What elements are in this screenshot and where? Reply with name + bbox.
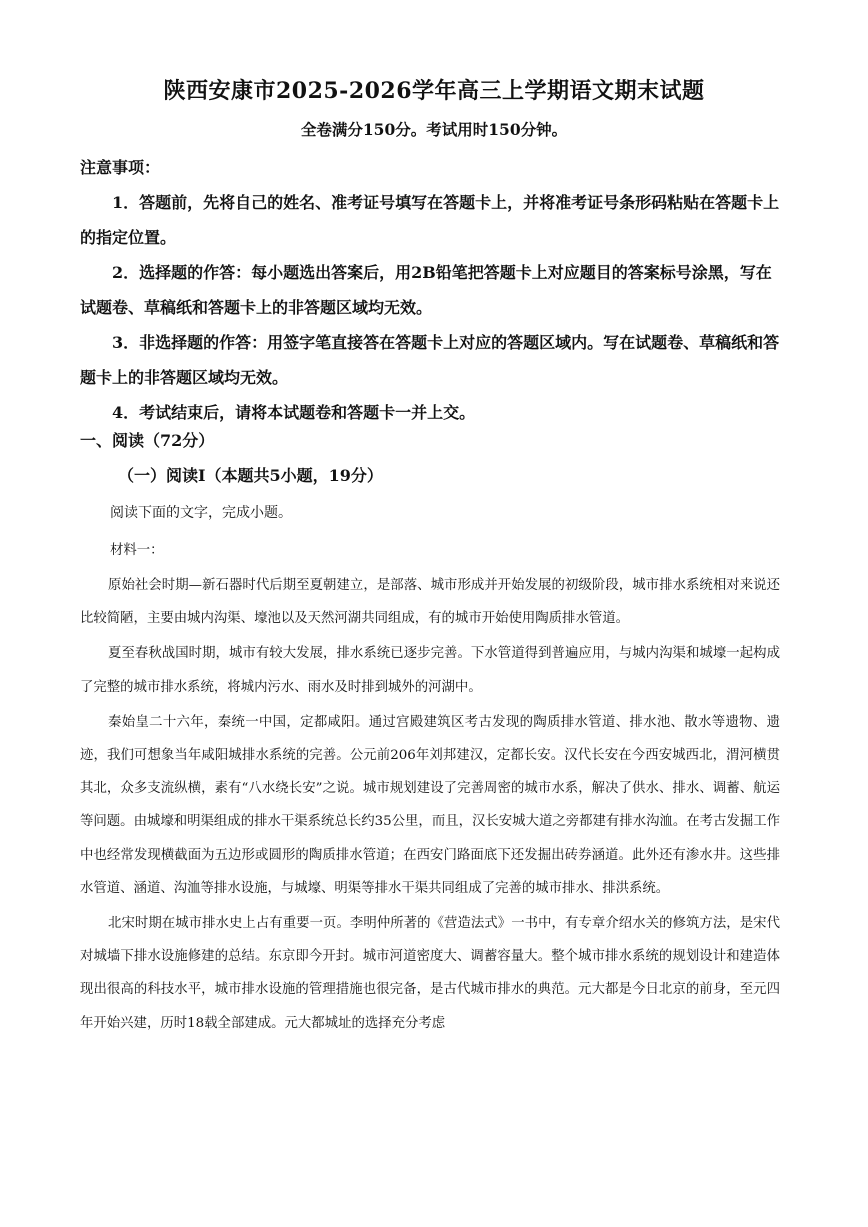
paragraph: 北宋时期在城市排水史上占有重要一页。李明仲所著的《营造法式》一书中，有专章介绍水关的修筑方法，是宋代对城墙下排水设施修建的总结。东京即今开封。城市河道密度大、调蓄容量大。整个城市排水系统的规划设计和建造体现出很高的科技水平，城市排水设施的管理措施也很完备，是古代城市排水的典范。元大都是今日北京的前身，至元四年开始兴建，历时18载全部建成。元大都城址的选择充分考虑	[80, 916, 780, 1031]
notice-item: 1．答题前，先将自己的姓名、准考证号填写在答题卡上，并将准考证号条形码粘贴在答题卡上的指定位置。	[80, 193, 780, 247]
material-text	[80, 569, 780, 1042]
section-title: 一、阅读（72分）	[80, 431, 215, 450]
exam-subtitle: 全卷满分150分。考试用时150分钟。	[300, 120, 568, 139]
notice-item: 3．非选择题的作答：用签字笔直接答在答题卡上对应的答题区域内。写在试题卷、草稿纸和答题卡上的非答题区域均无效。	[80, 333, 780, 387]
notice-item: 4．考试结束后，请将本试题卷和答题卡一并上交。	[112, 403, 476, 422]
paragraph: 夏至春秋战国时期，城市有较大发展，排水系统已逐步完善。下水管道得到普遍应用，与城内沟渠和城壕一起构成了完整的城市排水系统，将城内污水、雨水及时排到城外的河湖中。	[80, 646, 780, 695]
material-label: 材料一：	[110, 543, 164, 558]
reading-instruction: 阅读下面的文字，完成小题。	[110, 505, 292, 521]
notice-item: 2．选择题的作答：每小题选出答案后，用2B铅笔把答题卡上对应题目的答案标号涂黑，写在试题卷、草稿纸和答题卡上的非答题区域均无效。	[80, 263, 772, 317]
section-subtitle: （一）阅读I（本题共5小题，19分）	[118, 466, 383, 485]
paragraph: 原始社会时期—新石器时代后期至夏朝建立，是部落、城市形成并开始发展的初级阶段，城市排水系统相对来说还比较简陋，主要由城内沟渠、壕池以及天然河湖共同组成，有的城市开始使用陶质排水管道。	[80, 578, 780, 627]
paragraph: 秦始皇二十六年，秦统一中国，定都咸阳。通过宫殿建筑区考古发现的陶质排水管道、排水池、散水等遗物、遗迹，我们可想象当年咸阳城排水系统的完善。公元前206年刘邦建汉，定都长安。汉代长安在今西安城西北，渭河横贯其北，众多支流纵横，素有“八水绕长安”之说。城市规划建设了完善周密的城市水系，解决了供水、排水、调蓄、航运等问题。由城壕和明渠组成的排水干渠系统总长约35公里，而且，汉长安城大道之旁都建有排水沟洫。在考古发掘工作中也经常发现横截面为五边形或圆形的陶质排水管道；在西安门路面底下还发掘出砖券涵道。此外还有渗水井。这些排水管道、涵道、沟洫等排水设施，与城壕、明渠等排水干渠共同组成了完善的城市排水、排洪系统。	[80, 714, 780, 896]
notice-heading: 注意事项：	[80, 158, 161, 177]
notice-list	[80, 185, 780, 430]
exam-title: 陕西安康市2025-2026学年高三上学期语文期末试题	[163, 78, 705, 104]
